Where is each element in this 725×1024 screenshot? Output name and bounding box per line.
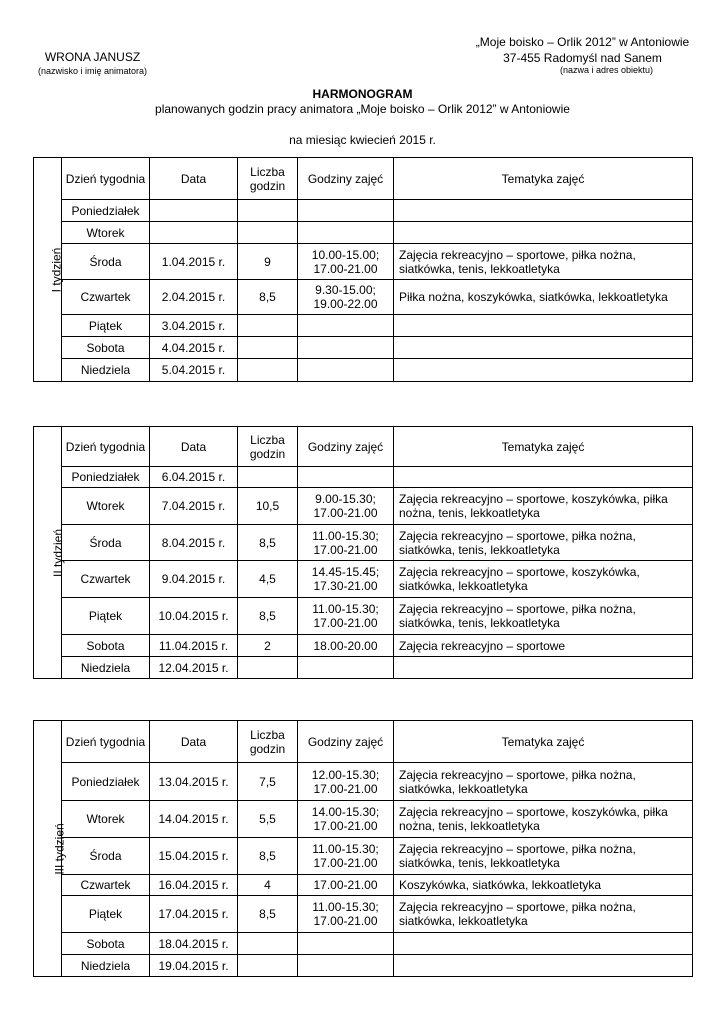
table-header-row [34, 427, 693, 467]
facility-block [470, 34, 695, 75]
date-cell: 18.04.2015 r. [150, 933, 238, 955]
table-row [34, 222, 693, 244]
day-cell: Sobota [62, 635, 150, 657]
count-cell [238, 315, 298, 337]
count-cell [238, 933, 298, 955]
document-month: na miesiąc kwiecień 2015 r. [289, 133, 436, 147]
table-row [34, 875, 693, 896]
hours-count-header: Liczba godzin [238, 721, 298, 763]
hours-cell: 9.00-15.30; 17.00-21.00 [298, 488, 394, 525]
topic-cell [394, 222, 693, 244]
day-cell: Czwartek [62, 875, 150, 896]
topic-cell: Zajęcia rekreacyjno – sportowe, piłka nożna, siatkówka, lekkoatletyka [394, 763, 693, 801]
hours-cell [298, 467, 394, 488]
count-cell [238, 337, 298, 359]
animator-block [20, 50, 165, 76]
date-cell: 8.04.2015 r. [150, 525, 238, 561]
table-row [34, 801, 693, 838]
topic-cell [394, 467, 693, 488]
count-cell: 4 [238, 875, 298, 896]
day-cell: Czwartek [62, 280, 150, 315]
topic-cell [394, 359, 693, 382]
hours-cell: 17.00-21.00 [298, 875, 394, 896]
document-subtitle: planowanych godzin pracy animatora „Moje boisko – Orlik 2012” w Antoniowie [155, 102, 570, 116]
date-cell: 7.04.2015 r. [150, 488, 238, 525]
topic-cell: Koszykówka, siatkówka, lekkoatletyka [394, 875, 693, 896]
count-cell: 8,5 [238, 838, 298, 875]
date-cell: 14.04.2015 r. [150, 801, 238, 838]
date-cell: 13.04.2015 r. [150, 763, 238, 801]
count-cell [238, 359, 298, 382]
week-table [33, 157, 693, 382]
date-cell: 16.04.2015 r. [150, 875, 238, 896]
week-label-cell [34, 427, 66, 679]
day-cell: Niedziela [62, 359, 150, 382]
day-cell: Wtorek [62, 488, 150, 525]
date-cell: 17.04.2015 r. [150, 896, 238, 933]
count-cell: 2 [238, 635, 298, 657]
table-row [34, 657, 693, 679]
hours-cell: 14.00-15.30; 17.00-21.00 [298, 801, 394, 838]
date-cell: 2.04.2015 r. [150, 280, 238, 315]
table-row [34, 525, 693, 561]
topic-cell: Zajęcia rekreacyjno – sportowe, koszykówka, piłka nożna, tenis, lekkoatletyka [394, 488, 693, 525]
count-cell: 10,5 [238, 488, 298, 525]
count-cell: 7,5 [238, 763, 298, 801]
day-cell: Środa [62, 244, 150, 280]
topic-cell: Zajęcia rekreacyjno – sportowe, piłka nożna, siatkówka, lekkoatletyka [394, 896, 693, 933]
count-cell: 5,5 [238, 801, 298, 838]
topic-cell [394, 955, 693, 977]
count-cell [238, 955, 298, 977]
hours-cell: 12.00-15.30; 17.00-21.00 [298, 763, 394, 801]
hours-cell: 10.00-15.00; 17.00-21.00 [298, 244, 394, 280]
hours-cell [298, 657, 394, 679]
table-header-row [34, 721, 693, 763]
week-table [33, 426, 693, 679]
table-row [34, 200, 693, 222]
hours-cell: 11.00-15.30; 17.00-21.00 [298, 896, 394, 933]
date-cell: 11.04.2015 r. [150, 635, 238, 657]
date-cell: 1.04.2015 r. [150, 244, 238, 280]
count-cell [238, 222, 298, 244]
date-cell [150, 222, 238, 244]
table-row [34, 315, 693, 337]
date-header: Data [150, 721, 238, 763]
topic-cell: Piłka nożna, koszykówka, siatkówka, lekkoatletyka [394, 280, 693, 315]
week-label: I tydzień [49, 247, 64, 292]
table-row [34, 838, 693, 875]
topic-cell [394, 337, 693, 359]
topic-cell [394, 657, 693, 679]
title-block [0, 86, 725, 147]
table-row [34, 561, 693, 598]
count-cell [238, 467, 298, 488]
week-label: II tydzień [51, 528, 66, 577]
date-header: Data [150, 158, 238, 200]
facility-name: „Moje boisko – Orlik 2012” w Antoniowie [475, 35, 690, 49]
table-row [34, 244, 693, 280]
topic-cell: Zajęcia rekreacyjno – sportowe, piłka nożna, siatkówka, tenis, lekkoatletyka [394, 244, 693, 280]
date-cell: 6.04.2015 r. [150, 467, 238, 488]
table-header-row [34, 158, 693, 200]
topic-cell: Zajęcia rekreacyjno – sportowe, koszykówka, piłka nożna, tenis, lekkoatletyka [394, 801, 693, 838]
day-cell: Niedziela [62, 657, 150, 679]
day-cell: Sobota [62, 337, 150, 359]
table-row [34, 359, 693, 382]
topic-cell: Zajęcia rekreacyjno – sportowe, koszykówka, siatkówka, lekkoatletyka [394, 561, 693, 598]
hours-cell: 11.00-15.30; 17.00-21.00 [298, 598, 394, 635]
day-cell: Środa [62, 525, 150, 561]
topic-header: Tematyka zajęć [394, 427, 693, 467]
day-cell: Czwartek [62, 561, 150, 598]
day-cell: Niedziela [62, 955, 150, 977]
date-cell: 10.04.2015 r. [150, 598, 238, 635]
day-cell: Wtorek [62, 801, 150, 838]
hours-cell [298, 933, 394, 955]
date-cell [150, 200, 238, 222]
table-row [34, 933, 693, 955]
animator-caption: (nazwisko i imię animatora) [37, 66, 148, 76]
date-cell: 19.04.2015 r. [150, 955, 238, 977]
hours-cell [298, 955, 394, 977]
date-cell: 4.04.2015 r. [150, 337, 238, 359]
table-row [34, 337, 693, 359]
hours-cell: 18.00-20.00 [298, 635, 394, 657]
day-cell: Piątek [62, 598, 150, 635]
day-header: Dzień tygodnia [62, 158, 150, 200]
table-row [34, 896, 693, 933]
facility-caption: (nazwa i adres obiektu) [559, 65, 653, 75]
table-row [34, 280, 693, 315]
table-row [34, 763, 693, 801]
hours-header: Godziny zajęć [298, 158, 394, 200]
table-row [34, 467, 693, 488]
count-cell: 8,5 [238, 598, 298, 635]
date-cell: 15.04.2015 r. [150, 838, 238, 875]
facility-address: 37-455 Radomyśl nad Sanem [503, 51, 662, 65]
hours-cell [298, 222, 394, 244]
date-header: Data [150, 427, 238, 467]
date-cell: 5.04.2015 r. [150, 359, 238, 382]
week-label-cell [34, 158, 62, 382]
hours-cell: 11.00-15.30; 17.00-21.00 [298, 838, 394, 875]
day-header: Dzień tygodnia [62, 721, 150, 763]
topic-cell: Zajęcia rekreacyjno – sportowe, piłka nożna, siatkówka, tenis, lekkoatletyka [394, 838, 693, 875]
count-cell: 8,5 [238, 280, 298, 315]
day-cell: Poniedziałek [62, 467, 150, 488]
topic-cell: Zajęcia rekreacyjno – sportowe [394, 635, 693, 657]
count-cell: 9 [238, 244, 298, 280]
day-cell: Poniedziałek [62, 200, 150, 222]
topic-header: Tematyka zajęć [394, 158, 693, 200]
hours-count-header: Liczba godzin [238, 427, 298, 467]
hours-cell: 14.45-15.45; 17.30-21.00 [298, 561, 394, 598]
date-cell: 3.04.2015 r. [150, 315, 238, 337]
topic-header: Tematyka zajęć [394, 721, 693, 763]
week-label: III tydzień [52, 822, 67, 875]
table-row [34, 488, 693, 525]
hours-header: Godziny zajęć [298, 427, 394, 467]
hours-cell: 9.30-15.00; 19.00-22.00 [298, 280, 394, 315]
day-cell: Sobota [62, 933, 150, 955]
hours-cell [298, 359, 394, 382]
count-cell: 8,5 [238, 525, 298, 561]
hours-header: Godziny zajęć [298, 721, 394, 763]
day-cell: Piątek [62, 315, 150, 337]
day-cell: Piątek [62, 896, 150, 933]
hours-cell [298, 315, 394, 337]
topic-cell: Zajęcia rekreacyjno – sportowe, piłka nożna, siatkówka, tenis, lekkoatletyka [394, 598, 693, 635]
document-title: HARMONOGRAM [312, 87, 413, 101]
count-cell [238, 200, 298, 222]
day-cell: Środa [62, 838, 150, 875]
table-row [34, 635, 693, 657]
topic-cell [394, 933, 693, 955]
table-row [34, 598, 693, 635]
date-cell: 9.04.2015 r. [150, 561, 238, 598]
day-cell: Poniedziałek [62, 763, 150, 801]
hours-cell: 11.00-15.30; 17.00-21.00 [298, 525, 394, 561]
topic-cell: Zajęcia rekreacyjno – sportowe, piłka nożna, siatkówka, tenis, lekkoatletyka [394, 525, 693, 561]
hours-count-header: Liczba godzin [238, 158, 298, 200]
week-label-cell [34, 721, 67, 977]
topic-cell [394, 200, 693, 222]
count-cell: 8,5 [238, 896, 298, 933]
animator-name: WRONA JANUSZ [44, 50, 141, 64]
day-cell: Wtorek [62, 222, 150, 244]
count-cell [238, 657, 298, 679]
week-table [33, 720, 693, 977]
hours-cell [298, 200, 394, 222]
table-row [34, 955, 693, 977]
date-cell: 12.04.2015 r. [150, 657, 238, 679]
hours-cell [298, 337, 394, 359]
count-cell: 4,5 [238, 561, 298, 598]
day-header: Dzień tygodnia [62, 427, 150, 467]
topic-cell [394, 315, 693, 337]
